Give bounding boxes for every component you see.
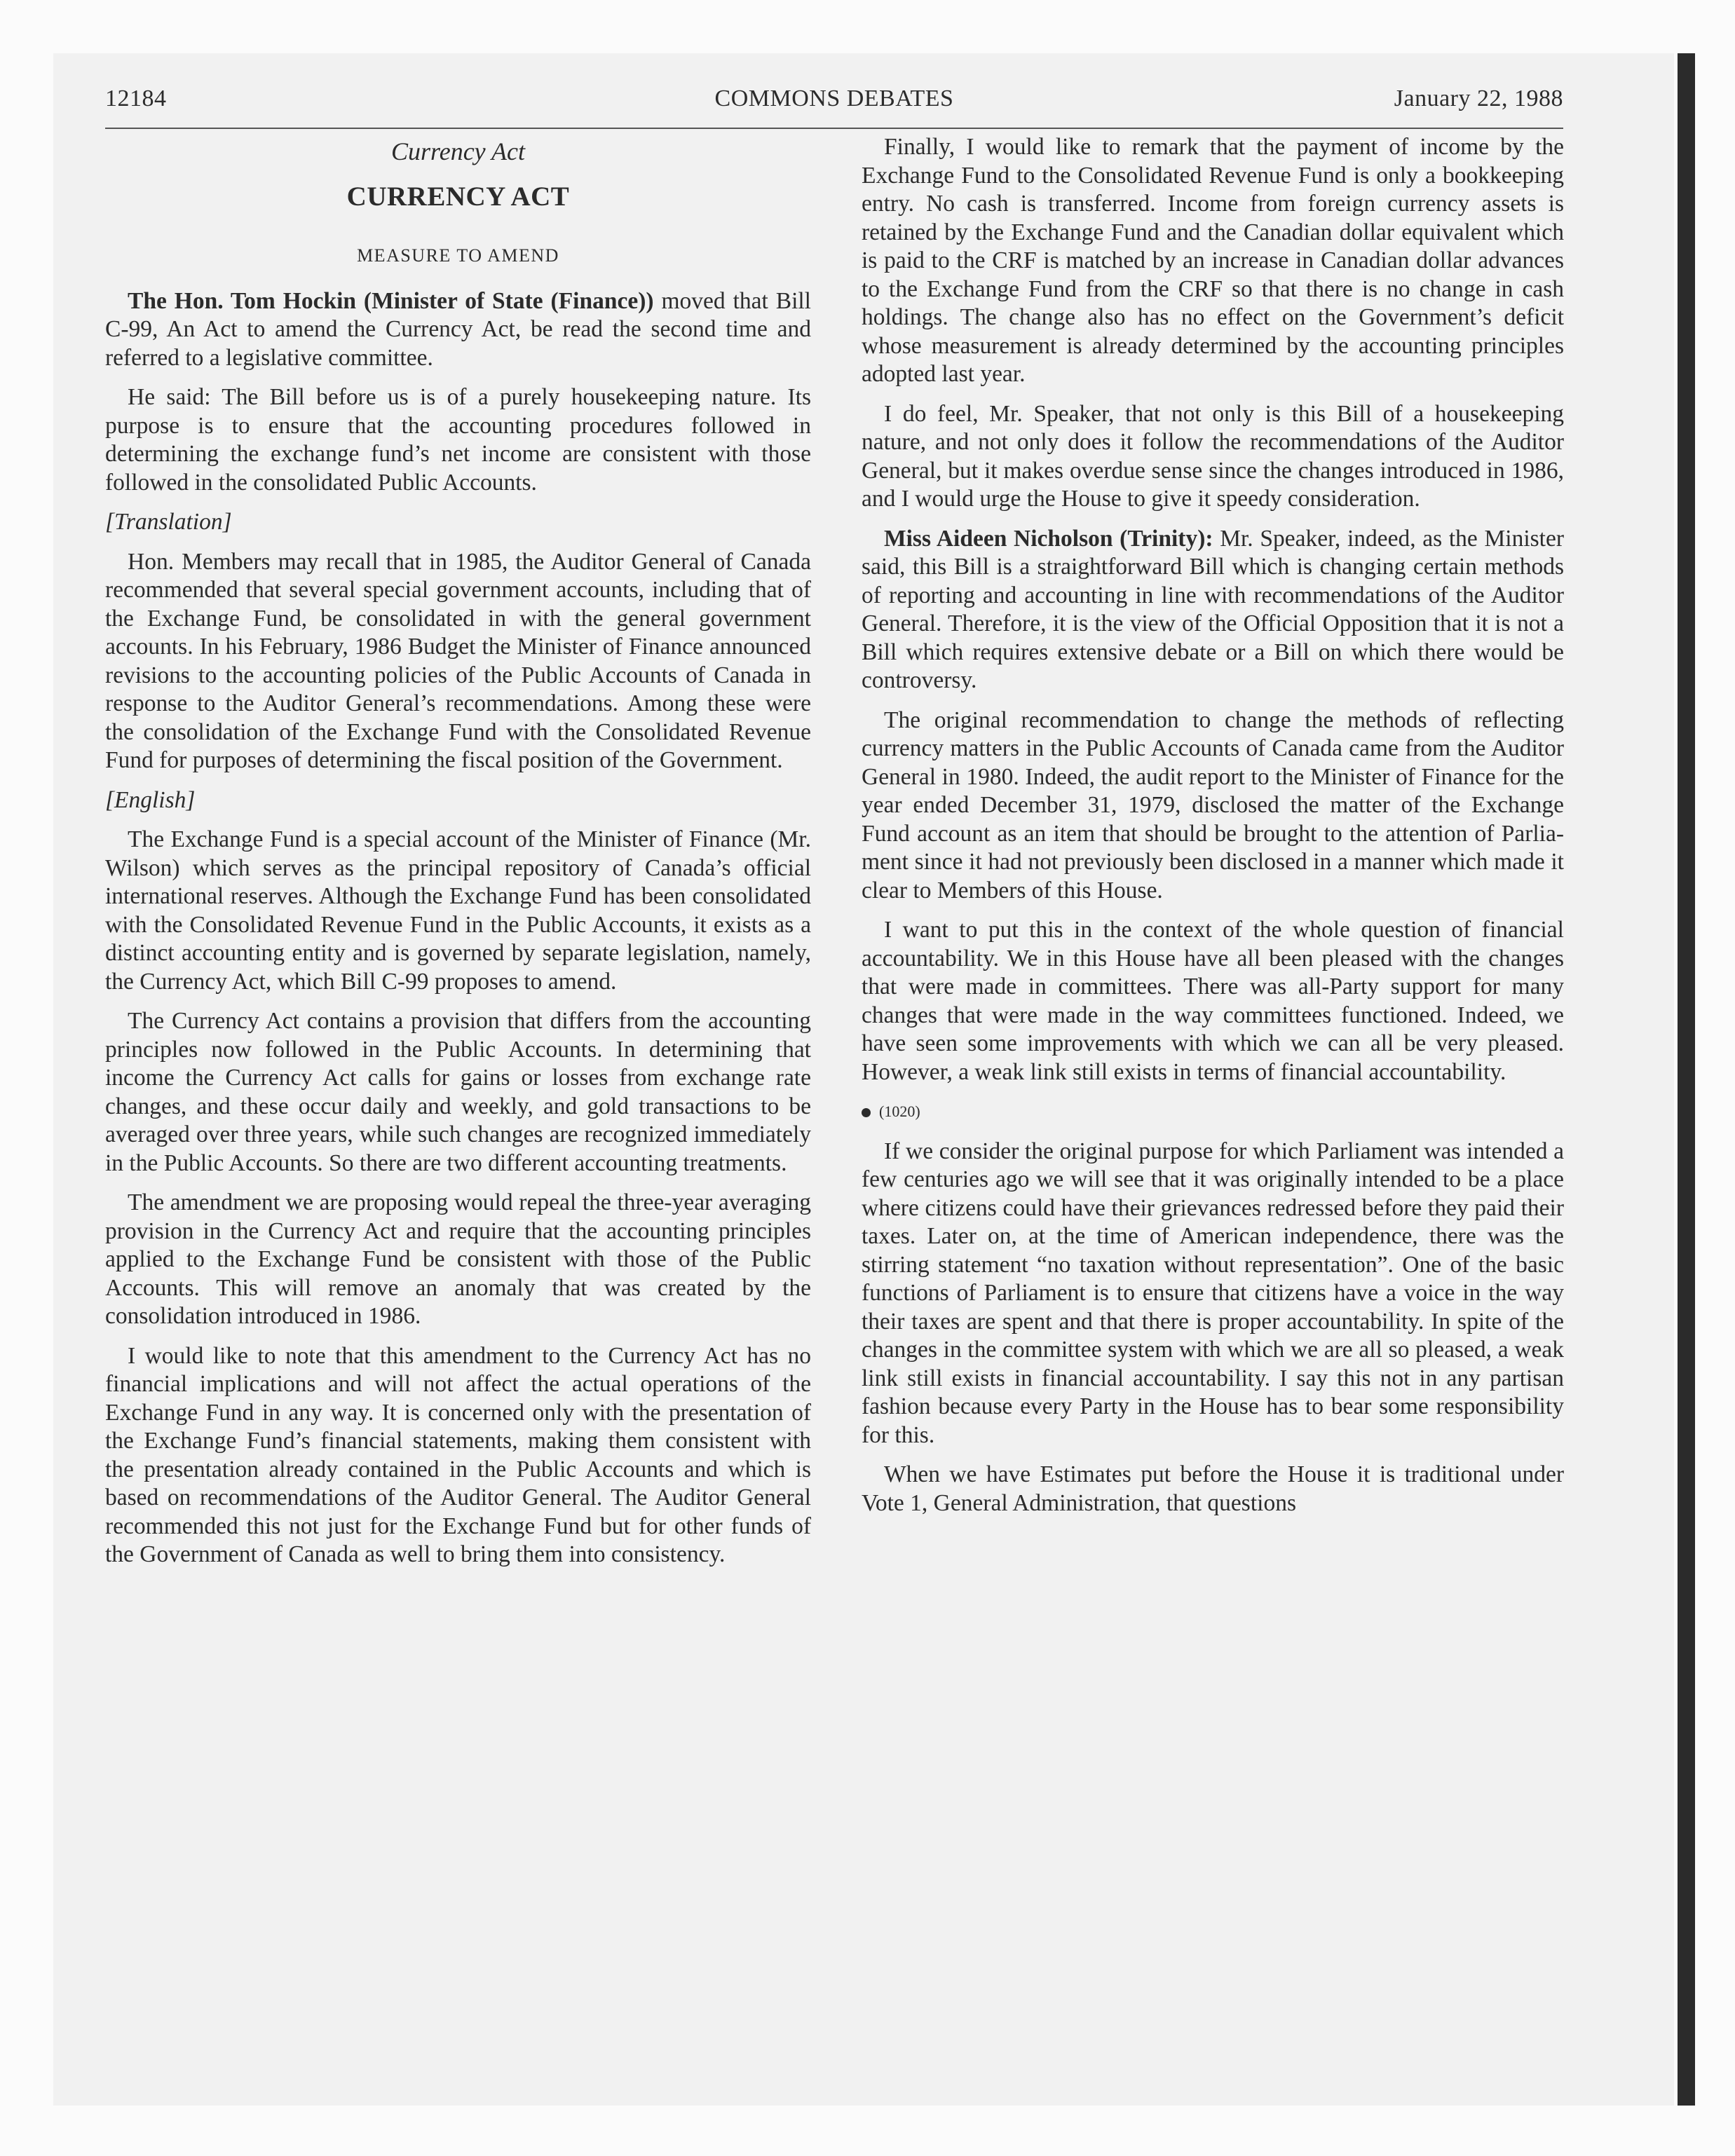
speaker-name: Miss Aideen Nicholson (Trinity):: [884, 525, 1213, 552]
paragraph: If we consider the original purpose for which Parliament was intended a few centuries ago we will see that it was originally intended to be a place where citizens could have their grievances redressed before they paid their taxes. Later on, at the time of American independence, there was the stirring statement “no taxation without representation”. One of the basic functions of Parliament is to ensure that citizens have a voice in the way their taxes are spent and that there is proper accountability. In spite of the changes in the committee system with which we are all so pleased, a weak link still exists in financial accountability. I say this not in any partisan fashion because every Party in the House has to bear some responsibility for this.: [862, 1138, 1564, 1448]
publication-title: COMMONS DEBATES: [714, 86, 954, 111]
translation-marker: [Translation]: [105, 509, 232, 535]
paragraph: He said: The Bill before us is of a purely housekeeping nature. Its purpose is to ensure that the accounting procedures followed in determining the exchange fund’s net income are consistent with those followed in the consolidated Public Accounts.: [105, 384, 811, 496]
right-column: [862, 133, 1564, 1529]
left-column: [105, 133, 811, 1581]
paragraph: [862, 525, 1564, 695]
section-title: CURRENCY ACT: [346, 181, 570, 212]
publication-date: January 22, 1988: [1394, 86, 1563, 111]
page-number: 12184: [105, 86, 167, 111]
paragraph: The amendment we are proposing would repeal the three-year averaging provision in the Currency Act and require that the accounting principles applied to the Exchange Fund be consistent with those of the Public Accounts. This will remove an anomaly that was created by the consolidation introduced in 1986.: [105, 1189, 811, 1329]
paragraph-text: Mr. Speaker, indeed, as the Minister said, this Bill is a straightforward Bill which is changing certain methods of reporting and accounting in line with recommendations of the Auditor General. Therefore, it is the view of the Official Opposition that it is not a Bill which requires extensive debate or a Bill on which there would be controversy.: [862, 525, 1564, 693]
running-head: Currency Act: [391, 137, 525, 165]
paragraph: The Currency Act contains a provision that differs from the accounting principles now followed in the Public Accounts. In determining that income the Currency Act calls for gains or losses from exchange rate changes, and these occur daily and weekly, and gold transactions to be averaged over three years, while such changes are recognized immediately in the Public Accounts. So there are two different accounting treatments.: [105, 1008, 811, 1176]
paragraph: I would like to note that this amendment to the Currency Act has no financial implications and will not affect the actual operations of the Exchange Fund in any way. It is concerned only with the presentation of the Exchange Fund’s financial statements, making them consistent with the presentation already contained in the Public Accounts and which is based on recommendations of the Auditor General. The Auditor General recommended this not just for the Exchange Fund but for other funds of the Government of Canada as well to bring them into consistency.: [105, 1342, 811, 1567]
paragraph: I do feel, Mr. Speaker, that not only is this Bill of a housekeeping nature, and not only does it follow the recommendations of the Auditor General, but it makes overdue sense since the changes introduced in 1986, and I would urge the House to give it speedy consideration.: [862, 400, 1564, 512]
bullet-icon: [862, 1108, 871, 1117]
time-marker-text: (1020): [879, 1103, 920, 1120]
page-header: [105, 86, 1563, 129]
paragraph: I want to put this in the context of the whole question of financial accountability. We in this House have all been pleased with the changes that were made in committees. There was all-Party support for many changes that were made in the way committees functioned. Indeed, we have seen some improvements with which we can all be very pleased. However, a weak link still exists in terms of financial accountability.: [862, 917, 1564, 1085]
speaker-name: The Hon. Tom Hockin (Minister of State (Finance)): [128, 287, 654, 314]
paragraph: The Exchange Fund is a special account of the Minister of Finance (Mr. Wilson) which serves as the principal repository of Canada’s official international reserves. Although the Exchange Fund has been consolidated with the Consolidated Revenue Fund in the Public Accounts, it exists as a distinct accounting entity and is governed by separate legislation, namely, the Currency Act, which Bill C-99 proposes to amend.: [105, 826, 811, 995]
paragraph: [105, 287, 811, 373]
paragraph: When we have Estimates put before the House it is traditional under Vote 1, General Administration, that questions: [862, 1461, 1564, 1516]
paragraph: The original recommendation to change the methods of reflecting currency matters in the Public Accounts of Canada came from the Auditor General in 1980. Indeed, the audit report to the Minister of Finance for the year ended December 31, 1979, disclosed the matter of the Exchange Fund account as an item that should be brought to the attention of Parliament since it had not previously been disclosed in a manner which made it clear to Members of this House.: [862, 707, 1564, 903]
scan-edge: [1678, 53, 1695, 2106]
paragraph-text: moved that Bill C-99, An Act to amend the Currency Act, be read the second time and referred to a legislative committee.: [105, 287, 811, 371]
section-subtitle: MEASURE TO AMEND: [357, 245, 559, 266]
paragraph: Hon. Members may recall that in 1985, the Auditor General of Canada recommended that several special government accounts, including that of the Exchange Fund, be consolidated in with the general government accounts. In his February, 1986 Budget the Minister of Finance announced revisions to the accounting policies of the Public Accounts of Canada in response to the Auditor General’s recommendations. Among these were the consolidation of the Exchange Fund with the Consolidated Revenue Fund for purposes of determining the fiscal position of the Government.: [105, 548, 811, 773]
time-marker: [862, 1098, 1564, 1126]
paragraph: Finally, I would like to remark that the payment of income by the Exchange Fund to the Consolidated Revenue Fund is only a bookkeeping entry. No cash is transferred. Income from foreign currency assets is retained by the Exchange Fund and the Canadian dollar equivalent which is paid to the CRF is matched by an increase in Canadian dollar advances to the Exchange Fund from the CRF so that there is no change in cash holdings. The change also has no effect on the Government’s deficit whose measurement is already determined by the accounting principles adopted last year.: [862, 134, 1564, 387]
english-marker: [English]: [105, 786, 196, 813]
